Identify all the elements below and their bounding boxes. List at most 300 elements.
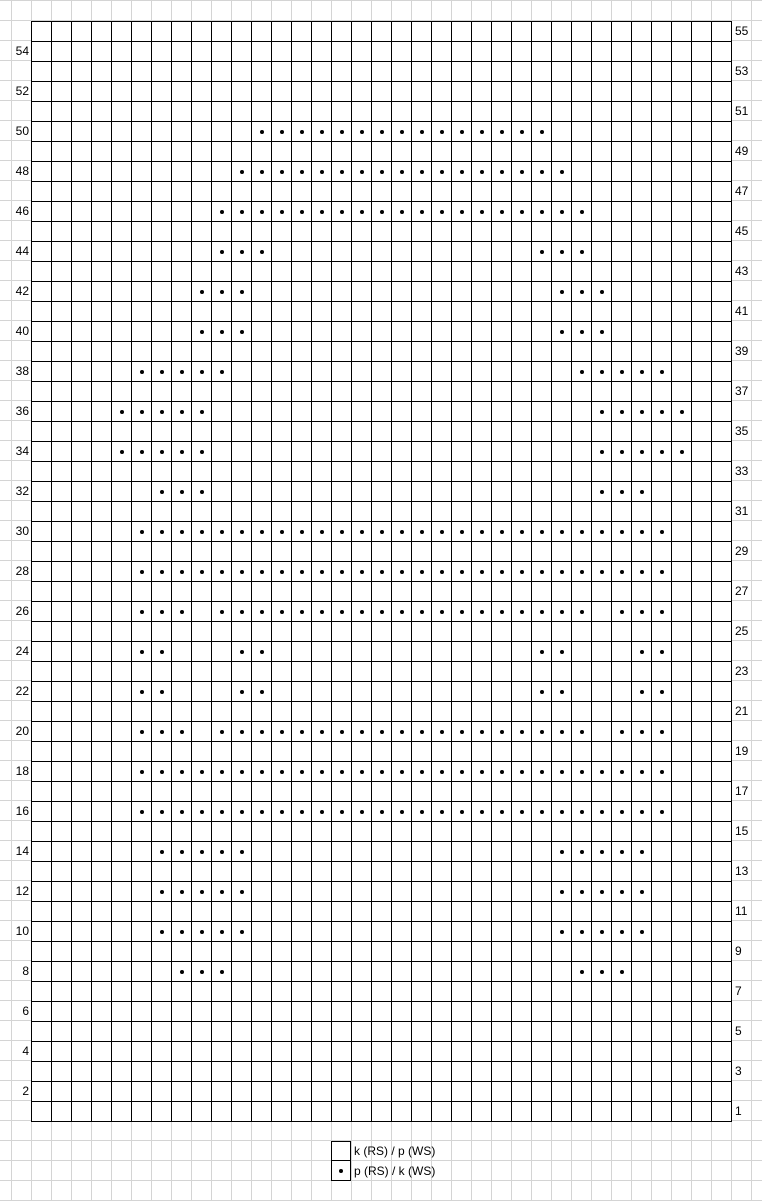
knit-stitch-cell bbox=[432, 422, 452, 442]
knit-stitch-cell bbox=[172, 62, 192, 82]
knit-stitch-cell bbox=[632, 82, 652, 102]
knit-stitch-cell bbox=[492, 322, 512, 342]
knit-stitch-cell bbox=[372, 542, 392, 562]
knit-stitch-cell bbox=[72, 862, 92, 882]
knit-stitch-cell bbox=[112, 1102, 132, 1122]
knit-stitch-cell bbox=[112, 422, 132, 442]
knit-stitch-cell bbox=[252, 542, 272, 562]
knit-stitch-cell bbox=[32, 142, 52, 162]
knit-stitch-cell bbox=[352, 182, 372, 202]
knit-stitch-cell bbox=[32, 922, 52, 942]
knit-stitch-cell bbox=[652, 162, 672, 182]
knit-stitch-cell bbox=[52, 62, 72, 82]
knit-stitch-cell bbox=[392, 482, 412, 502]
purl-stitch-cell bbox=[312, 602, 332, 622]
knit-stitch-cell bbox=[692, 162, 712, 182]
knit-stitch-cell bbox=[492, 362, 512, 382]
knit-stitch-cell bbox=[672, 802, 692, 822]
knit-stitch-cell bbox=[92, 202, 112, 222]
knit-stitch-cell bbox=[252, 282, 272, 302]
knit-stitch-cell bbox=[172, 662, 192, 682]
knit-stitch-cell bbox=[552, 982, 572, 1002]
knit-stitch-cell bbox=[192, 242, 212, 262]
knit-stitch-cell bbox=[412, 902, 432, 922]
knit-stitch-cell bbox=[512, 1062, 532, 1082]
knit-stitch-cell bbox=[332, 742, 352, 762]
row-label-39: 39 bbox=[735, 344, 749, 358]
knit-stitch-cell bbox=[452, 1102, 472, 1122]
knit-stitch-cell bbox=[32, 602, 52, 622]
purl-stitch-cell bbox=[152, 482, 172, 502]
knit-stitch-cell bbox=[612, 62, 632, 82]
knit-stitch-cell bbox=[332, 182, 352, 202]
knit-stitch-cell bbox=[412, 1042, 432, 1062]
knit-stitch-cell bbox=[452, 1082, 472, 1102]
knit-stitch-cell bbox=[192, 1022, 212, 1042]
knit-stitch-cell bbox=[532, 442, 552, 462]
knit-stitch-cell bbox=[472, 962, 492, 982]
knit-stitch-cell bbox=[292, 782, 312, 802]
purl-stitch-cell bbox=[112, 442, 132, 462]
knit-stitch-cell bbox=[552, 1042, 572, 1062]
knit-stitch-cell bbox=[212, 162, 232, 182]
knit-stitch-cell bbox=[452, 782, 472, 802]
purl-stitch-cell bbox=[672, 402, 692, 422]
knit-stitch-cell bbox=[472, 302, 492, 322]
knit-stitch-cell bbox=[572, 822, 592, 842]
purl-stitch-cell bbox=[612, 962, 632, 982]
purl-stitch-cell bbox=[192, 962, 212, 982]
purl-stitch-cell bbox=[212, 922, 232, 942]
knit-stitch-cell bbox=[452, 702, 472, 722]
knit-stitch-cell bbox=[72, 642, 92, 662]
knit-stitch-cell bbox=[132, 782, 152, 802]
knit-stitch-cell bbox=[532, 62, 552, 82]
knit-stitch-cell bbox=[212, 542, 232, 562]
purl-stitch-cell bbox=[372, 122, 392, 142]
knit-stitch-cell bbox=[172, 262, 192, 282]
purl-stitch-cell bbox=[352, 722, 372, 742]
knit-stitch-cell bbox=[612, 1002, 632, 1022]
knit-stitch-cell bbox=[552, 662, 572, 682]
knit-stitch-cell bbox=[92, 1082, 112, 1102]
knit-stitch-cell bbox=[72, 302, 92, 322]
knit-stitch-cell bbox=[472, 582, 492, 602]
purl-stitch-cell bbox=[592, 482, 612, 502]
knit-stitch-cell bbox=[252, 342, 272, 362]
knit-stitch-cell bbox=[632, 542, 652, 562]
knit-stitch-cell bbox=[292, 502, 312, 522]
knit-stitch-cell bbox=[432, 742, 452, 762]
knit-stitch-cell bbox=[132, 102, 152, 122]
knit-stitch-cell bbox=[592, 122, 612, 142]
purl-stitch-cell bbox=[572, 962, 592, 982]
knit-stitch-cell bbox=[712, 682, 732, 702]
knit-stitch-cell bbox=[632, 1022, 652, 1042]
knit-stitch-cell bbox=[392, 622, 412, 642]
purl-stitch-cell bbox=[632, 762, 652, 782]
purl-stitch-cell bbox=[652, 522, 672, 542]
purl-stitch-cell bbox=[552, 682, 572, 702]
purl-stitch-cell bbox=[332, 722, 352, 742]
knit-stitch-cell bbox=[252, 442, 272, 462]
knit-stitch-cell bbox=[692, 42, 712, 62]
knit-stitch-cell bbox=[52, 202, 72, 222]
knit-stitch-cell bbox=[572, 542, 592, 562]
knit-stitch-cell bbox=[172, 102, 192, 122]
knit-stitch-cell bbox=[192, 22, 212, 42]
knit-stitch-cell bbox=[72, 22, 92, 42]
knit-stitch-cell bbox=[92, 822, 112, 842]
knit-stitch-cell bbox=[392, 282, 412, 302]
knit-stitch-cell bbox=[272, 982, 292, 1002]
purl-stitch-cell bbox=[632, 482, 652, 502]
knit-stitch-cell bbox=[212, 342, 232, 362]
purl-stitch-cell bbox=[612, 362, 632, 382]
knit-stitch-cell bbox=[472, 402, 492, 422]
knit-stitch-cell bbox=[452, 682, 472, 702]
purl-stitch-cell bbox=[212, 762, 232, 782]
knit-stitch-cell bbox=[412, 182, 432, 202]
knit-stitch-cell bbox=[112, 682, 132, 702]
knit-stitch-cell bbox=[112, 822, 132, 842]
knit-stitch-cell bbox=[712, 162, 732, 182]
purl-stitch-cell bbox=[472, 602, 492, 622]
purl-stitch-cell bbox=[192, 282, 212, 302]
knit-stitch-cell bbox=[652, 1062, 672, 1082]
knit-stitch-cell bbox=[352, 262, 372, 282]
knit-stitch-cell bbox=[572, 462, 592, 482]
knit-stitch-cell bbox=[172, 982, 192, 1002]
purl-stitch-cell bbox=[612, 722, 632, 742]
knit-stitch-cell bbox=[392, 22, 412, 42]
knit-stitch-cell bbox=[672, 942, 692, 962]
knit-stitch-cell bbox=[332, 1102, 352, 1122]
knit-stitch-cell bbox=[612, 242, 632, 262]
purl-stitch-cell bbox=[572, 362, 592, 382]
knit-stitch-cell bbox=[412, 362, 432, 382]
knit-stitch-cell bbox=[52, 382, 72, 402]
knit-stitch-cell bbox=[692, 222, 712, 242]
knit-stitch-cell bbox=[452, 1022, 472, 1042]
knit-stitch-cell bbox=[32, 742, 52, 762]
purl-stitch-cell bbox=[492, 562, 512, 582]
knit-stitch-cell bbox=[352, 282, 372, 302]
knit-stitch-cell bbox=[432, 442, 452, 462]
purl-stitch-cell bbox=[552, 602, 572, 622]
knit-stitch-cell bbox=[532, 322, 552, 342]
purl-stitch-cell bbox=[252, 202, 272, 222]
knit-stitch-cell bbox=[312, 462, 332, 482]
knit-stitch-cell bbox=[192, 1062, 212, 1082]
purl-stitch-cell bbox=[452, 802, 472, 822]
knit-stitch-cell bbox=[112, 1002, 132, 1022]
knit-stitch-cell bbox=[312, 962, 332, 982]
knit-stitch-cell bbox=[612, 782, 632, 802]
purl-stitch-cell bbox=[572, 322, 592, 342]
knit-stitch-cell bbox=[312, 242, 332, 262]
knit-stitch-cell bbox=[612, 122, 632, 142]
purl-stitch-cell bbox=[592, 922, 612, 942]
knit-stitch-cell bbox=[432, 262, 452, 282]
knit-stitch-cell bbox=[32, 42, 52, 62]
row-label-26: 26 bbox=[15, 604, 29, 618]
knit-stitch-cell bbox=[592, 862, 612, 882]
row-label-16: 16 bbox=[15, 804, 29, 818]
purl-stitch-cell bbox=[172, 882, 192, 902]
knit-stitch-cell bbox=[652, 742, 672, 762]
row-label-31: 31 bbox=[735, 504, 749, 518]
knit-stitch-cell bbox=[32, 662, 52, 682]
purl-stitch-cell bbox=[572, 522, 592, 542]
knit-stitch-cell bbox=[72, 242, 92, 262]
knit-stitch-cell bbox=[252, 362, 272, 382]
knit-stitch-cell bbox=[592, 742, 612, 762]
purl-stitch-cell bbox=[212, 362, 232, 382]
knit-stitch-cell bbox=[532, 142, 552, 162]
knit-stitch-cell bbox=[212, 82, 232, 102]
knit-stitch-cell bbox=[212, 182, 232, 202]
knit-stitch-cell bbox=[132, 502, 152, 522]
purl-stitch-cell bbox=[252, 162, 272, 182]
knit-stitch-cell bbox=[272, 822, 292, 842]
purl-stitch-cell bbox=[432, 562, 452, 582]
knit-stitch-cell bbox=[632, 302, 652, 322]
knit-stitch-cell bbox=[672, 602, 692, 622]
knit-stitch-cell bbox=[372, 362, 392, 382]
knit-stitch-cell bbox=[192, 262, 212, 282]
knit-stitch-cell bbox=[472, 922, 492, 942]
knit-stitch-cell bbox=[232, 22, 252, 42]
knit-stitch-cell bbox=[712, 362, 732, 382]
purl-stitch-cell bbox=[132, 522, 152, 542]
knit-stitch-cell bbox=[592, 662, 612, 682]
knit-stitch-cell bbox=[632, 1042, 652, 1062]
knit-stitch-cell bbox=[492, 482, 512, 502]
knit-stitch-cell bbox=[312, 542, 332, 562]
knit-stitch-cell bbox=[432, 1022, 452, 1042]
knit-stitch-cell bbox=[652, 22, 672, 42]
knit-stitch-cell bbox=[212, 122, 232, 142]
knit-stitch-cell bbox=[172, 782, 192, 802]
knit-stitch-cell bbox=[192, 722, 212, 742]
knit-stitch-cell bbox=[472, 782, 492, 802]
knit-stitch-cell bbox=[432, 1002, 452, 1022]
purl-stitch-cell bbox=[472, 722, 492, 742]
purl-stitch-cell bbox=[172, 722, 192, 742]
knit-stitch-cell bbox=[512, 322, 532, 342]
knit-stitch-cell bbox=[432, 502, 452, 522]
knit-stitch-cell bbox=[712, 1022, 732, 1042]
knit-stitch-cell bbox=[552, 182, 572, 202]
knit-stitch-cell bbox=[492, 1062, 512, 1082]
knit-stitch-cell bbox=[212, 642, 232, 662]
knit-stitch-cell bbox=[112, 262, 132, 282]
knit-stitch-cell bbox=[712, 242, 732, 262]
knit-stitch-cell bbox=[272, 1082, 292, 1102]
knit-stitch-cell bbox=[392, 462, 412, 482]
row-label-42: 42 bbox=[15, 284, 29, 298]
knit-stitch-cell bbox=[692, 582, 712, 602]
knit-stitch-cell bbox=[532, 582, 552, 602]
knit-stitch-cell bbox=[412, 962, 432, 982]
knit-stitch-cell bbox=[592, 162, 612, 182]
knit-stitch-cell bbox=[392, 1022, 412, 1042]
knit-stitch-cell bbox=[92, 142, 112, 162]
knit-stitch-cell bbox=[452, 182, 472, 202]
knit-stitch-cell bbox=[92, 802, 112, 822]
knit-stitch-cell bbox=[372, 702, 392, 722]
knit-stitch-cell bbox=[392, 102, 412, 122]
knit-stitch-cell bbox=[512, 542, 532, 562]
knit-stitch-cell bbox=[712, 1042, 732, 1062]
knit-stitch-cell bbox=[452, 242, 472, 262]
knit-stitch-cell bbox=[652, 182, 672, 202]
knit-stitch-cell bbox=[312, 362, 332, 382]
purl-stitch-cell bbox=[372, 522, 392, 542]
purl-stitch-cell bbox=[132, 762, 152, 782]
knit-stitch-cell bbox=[232, 702, 252, 722]
purl-stitch-cell bbox=[132, 802, 152, 822]
purl-stitch-cell bbox=[612, 842, 632, 862]
knit-stitch-cell bbox=[532, 1062, 552, 1082]
knit-stitch-cell bbox=[552, 382, 572, 402]
knit-stitch-cell bbox=[492, 702, 512, 722]
knit-stitch-cell bbox=[692, 102, 712, 122]
knit-stitch-cell bbox=[132, 1042, 152, 1062]
knit-stitch-cell bbox=[692, 962, 712, 982]
knit-stitch-cell bbox=[132, 242, 152, 262]
purl-stitch-cell bbox=[492, 202, 512, 222]
knit-stitch-cell bbox=[152, 982, 172, 1002]
purl-stitch-cell bbox=[612, 882, 632, 902]
knit-stitch-cell bbox=[572, 222, 592, 242]
knit-stitch-cell bbox=[352, 702, 372, 722]
knit-stitch-cell bbox=[452, 22, 472, 42]
purl-stitch-cell bbox=[232, 602, 252, 622]
purl-stitch-cell bbox=[632, 882, 652, 902]
row-label-44: 44 bbox=[15, 244, 29, 258]
row-label-54: 54 bbox=[15, 44, 29, 58]
knit-stitch-cell bbox=[92, 542, 112, 562]
knit-stitch-cell bbox=[692, 262, 712, 282]
knit-stitch-cell bbox=[252, 1002, 272, 1022]
knit-stitch-cell bbox=[652, 702, 672, 722]
knit-stitch-cell bbox=[432, 362, 452, 382]
knit-stitch-cell bbox=[92, 522, 112, 542]
knit-stitch-cell bbox=[472, 482, 492, 502]
knit-stitch-cell bbox=[32, 562, 52, 582]
knit-stitch-cell bbox=[72, 362, 92, 382]
knit-stitch-cell bbox=[152, 142, 172, 162]
purl-stitch-cell bbox=[532, 562, 552, 582]
knit-stitch-cell bbox=[532, 842, 552, 862]
purl-stitch-cell bbox=[552, 242, 572, 262]
knit-stitch-cell bbox=[472, 902, 492, 922]
purl-stitch-cell bbox=[512, 122, 532, 142]
knit-stitch-cell bbox=[372, 982, 392, 1002]
knit-stitch-cell bbox=[452, 662, 472, 682]
purl-stitch-cell bbox=[392, 122, 412, 142]
knit-stitch-cell bbox=[712, 802, 732, 822]
knit-stitch-cell bbox=[512, 642, 532, 662]
knit-stitch-cell bbox=[52, 362, 72, 382]
knit-stitch-cell bbox=[52, 422, 72, 442]
knit-stitch-cell bbox=[412, 742, 432, 762]
knit-stitch-cell bbox=[472, 682, 492, 702]
knit-stitch-cell bbox=[572, 1022, 592, 1042]
purl-stitch-cell bbox=[152, 882, 172, 902]
knit-stitch-cell bbox=[292, 362, 312, 382]
row-label-15: 15 bbox=[735, 824, 749, 838]
knit-stitch-cell bbox=[672, 102, 692, 122]
knit-stitch-cell bbox=[492, 902, 512, 922]
knit-stitch-cell bbox=[32, 322, 52, 342]
knit-stitch-cell bbox=[692, 282, 712, 302]
knit-stitch-cell bbox=[572, 742, 592, 762]
purl-stitch-cell bbox=[152, 642, 172, 662]
knit-stitch-cell bbox=[412, 622, 432, 642]
knit-stitch-cell bbox=[192, 162, 212, 182]
knit-stitch-cell bbox=[412, 1062, 432, 1082]
purl-stitch-cell bbox=[392, 762, 412, 782]
knit-stitch-cell bbox=[452, 82, 472, 102]
knit-stitch-cell bbox=[32, 502, 52, 522]
knit-stitch-cell bbox=[592, 42, 612, 62]
knit-stitch-cell bbox=[412, 942, 432, 962]
purl-stitch-cell bbox=[472, 522, 492, 542]
knit-stitch-cell bbox=[352, 682, 372, 702]
purl-stitch-cell bbox=[412, 722, 432, 742]
knit-stitch-cell bbox=[292, 922, 312, 942]
knit-stitch-cell bbox=[432, 782, 452, 802]
knit-stitch-cell bbox=[32, 762, 52, 782]
purl-stitch-cell bbox=[172, 442, 192, 462]
purl-stitch-cell bbox=[172, 762, 192, 782]
purl-stitch-cell bbox=[672, 442, 692, 462]
knit-stitch-cell bbox=[492, 442, 512, 462]
knit-stitch-cell bbox=[312, 1022, 332, 1042]
knit-stitch-cell bbox=[272, 582, 292, 602]
knit-stitch-cell bbox=[132, 1002, 152, 1022]
knit-stitch-cell bbox=[132, 42, 152, 62]
knit-stitch-cell bbox=[432, 702, 452, 722]
knit-stitch-cell bbox=[512, 262, 532, 282]
knit-stitch-cell bbox=[52, 182, 72, 202]
purl-stitch-cell bbox=[152, 802, 172, 822]
knit-stitch-cell bbox=[532, 862, 552, 882]
knit-stitch-cell bbox=[392, 662, 412, 682]
knit-stitch-cell bbox=[712, 722, 732, 742]
knit-stitch-cell bbox=[52, 122, 72, 142]
purl-stitch-cell bbox=[552, 322, 572, 342]
knit-stitch-cell bbox=[52, 642, 72, 662]
knit-stitch-cell bbox=[352, 42, 372, 62]
knit-stitch-cell bbox=[132, 902, 152, 922]
knit-stitch-cell bbox=[712, 282, 732, 302]
knit-stitch-cell bbox=[352, 882, 372, 902]
knit-stitch-cell bbox=[272, 642, 292, 662]
knit-stitch-cell bbox=[652, 42, 672, 62]
knit-stitch-cell bbox=[372, 622, 392, 642]
knit-stitch-cell bbox=[612, 1102, 632, 1122]
knit-stitch-cell bbox=[272, 442, 292, 462]
knit-stitch-cell bbox=[272, 322, 292, 342]
knit-stitch-cell bbox=[332, 442, 352, 462]
knit-stitch-cell bbox=[272, 362, 292, 382]
knit-stitch-cell bbox=[132, 582, 152, 602]
knit-stitch-cell bbox=[132, 162, 152, 182]
